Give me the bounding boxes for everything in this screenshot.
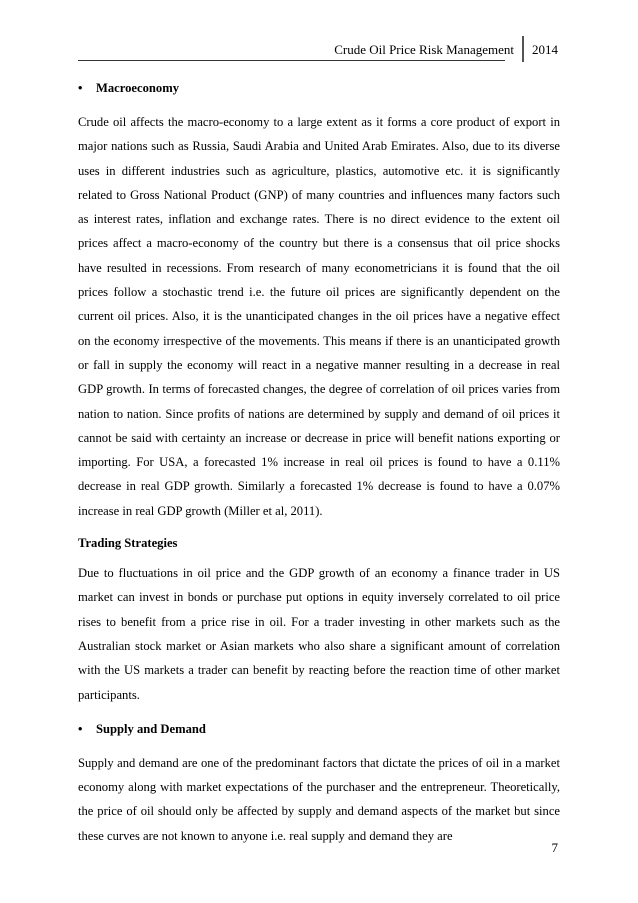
macroeconomy-paragraph: Crude oil affects the macro-economy to a large extent as it forms a core product of export in major nations such as Russia, Saudi Arabia and United Arab Emirates. Also, due to its diverse uses in different industries such as agriculture, plastics, automotive etc. it is significantly related to Gross National Product (GNP) of many countries and influences many factors such as interest rates, inflation and exchange rates. There is no direct evidence to the extent oil prices affect a macro-economy of the country but there is a consensus that oil price shocks have resulted in recessions. From research of many econometricians it is found that the oil prices follow a stochastic trend i.e. the future oil prices are significantly dependent on the current oil prices. Also, it is the unanticipated changes in the oil prices have a negative effect on the economy irrespective of the movements. This means if there is an unanticipated growth or fall in supply the economy will react in a negative manner resulting in a decrease in real GDP growth. In terms of forecasted changes, the degree of correlation of oil prices varies from nation to nation. Since profits of nations are determined by supply and demand of oil prices it cannot be said with certainty an increase or decrease in price will benefit nations exporting or importing. For USA, a forecasted 1% increase in real oil prices is found to have a 0.11% decrease in real GDP growth. Similarly a forecasted 1% decrease is found to have a 0.07% increase in real GDP growth (Miller et al, 2011). (78, 115, 560, 518)
page-body (78, 66, 560, 858)
page-header (334, 36, 558, 62)
trading-strategies-heading: Trading Strategies (78, 536, 178, 551)
header-year: 2014 (522, 36, 558, 62)
bullet-icon: • (78, 721, 83, 736)
macroeconomy-heading (78, 78, 560, 98)
header-title: Crude Oil Price Risk Management (334, 42, 514, 57)
page-number: 7 (551, 840, 558, 855)
bullet-icon: • (78, 81, 83, 95)
macroeconomy-heading-text: Macroeconomy (96, 81, 179, 95)
trading-strategies-paragraph: Due to fluctuations in oil price and the GDP growth of an economy a finance trader in US market can invest in bonds or purchase put options in equity inversely correlated to oil price rises to benefit from a price rise in oil. For a trader investing in other markets such as the Australian stock market or Asian markets who also share a significant amount of correlation with the US markets a trader can benefit by reacting before the reaction time of other market participants. (78, 566, 560, 702)
header-rule (78, 60, 505, 61)
supply-demand-heading-text: Supply and Demand (96, 721, 206, 736)
supply-demand-heading (78, 719, 560, 739)
supply-demand-paragraph: Supply and demand are one of the predominant factors that dictate the prices of oil in a market economy along with market expectations of the purchaser and the entrepreneur. Theoretically, the price of oil should only be affected by supply and demand aspects of the market but since these curves are not known to anyone i.e. real supply and demand they are (78, 755, 560, 843)
